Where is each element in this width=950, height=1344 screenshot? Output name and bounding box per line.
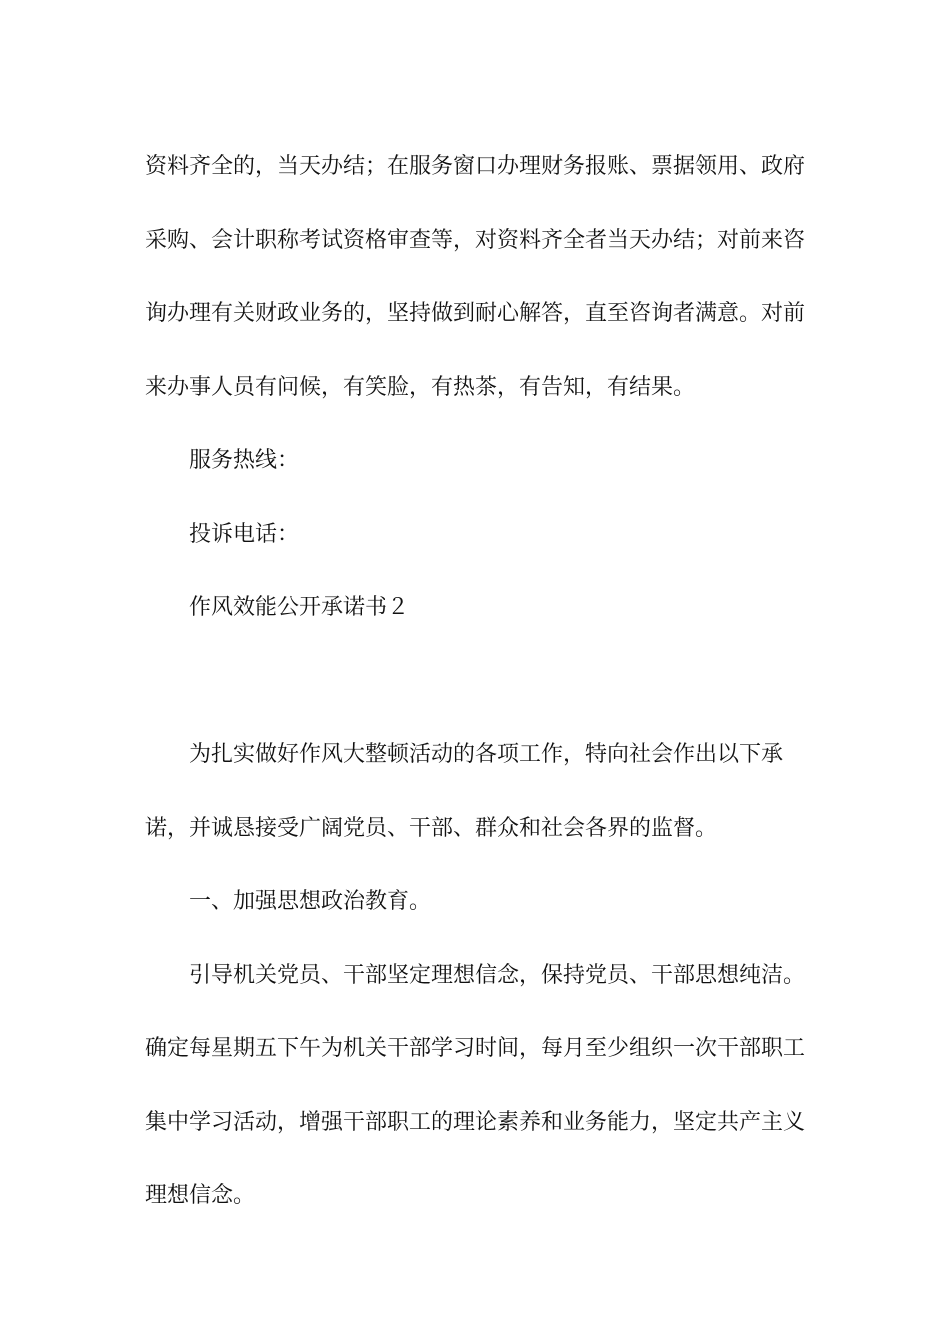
document-body [145, 130, 825, 1233]
paragraph-service-commitment: 资料齐全的，当天办结；在服务窗口办理财务报账、票据领用、政府采购、会计职称考试资格审查等，对资料齐全者当天办结；对前来咨询办理有关财政业务的，坚持做到耐心解答，直至咨询者满意。对前来办事人员有问候，有笑脸，有热茶，有告知，有结果。 [145, 154, 806, 400]
blank-line [145, 645, 825, 719]
section-title: 作风效能公开承诺书２ [189, 595, 410, 620]
paragraph-education: 引导机关党员、干部坚定理想信念，保持党员、干部思想纯洁。确定每星期五下午为机关干部学习时间，每月至少组织一次干部职工集中学习活动，增强干部职工的理论素养和业务能力，坚定共产主义理想信念。 [145, 962, 806, 1208]
paragraph-complaint-phone: 投诉电话： [189, 521, 300, 547]
paragraph-service-hotline: 服务热线： [189, 448, 300, 473]
paragraph-intro: 为扎实做好作风大整顿活动的各项工作，特向社会作出以下承诺，并诚恳接受广阔党员、干部、群众和社会各界的监督。 [145, 742, 784, 841]
section-heading-1: 一、加强思想政治教育。 [189, 889, 432, 914]
